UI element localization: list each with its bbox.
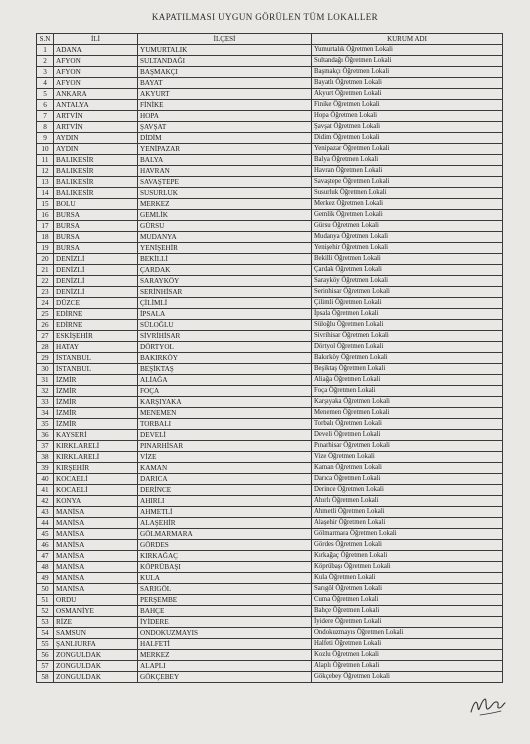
district-cell: SAVAŞTEPE (138, 177, 312, 188)
table-row (37, 89, 503, 100)
province-cell: ZONGULDAK (54, 650, 138, 661)
province-cell: DENİZLİ (54, 276, 138, 287)
institution-cell: Dörtyol Öğretmen Lokali (312, 342, 503, 353)
table-row (37, 562, 503, 573)
institution-cell: Bekilli Öğretmen Lokali (312, 254, 503, 265)
institution-cell: Yenipazar Öğretmen Lokali (312, 144, 503, 155)
table-row (37, 397, 503, 408)
table-row (37, 133, 503, 144)
institution-cell: İpsala Öğretmen Lokali (312, 309, 503, 320)
district-cell: DEVELİ (138, 430, 312, 441)
district-cell: ÇARDAK (138, 265, 312, 276)
table-row (37, 111, 503, 122)
district-cell: GÖRDES (138, 540, 312, 551)
table-row (37, 298, 503, 309)
district-cell: DÖRTYOL (138, 342, 312, 353)
row-number: 25 (37, 309, 54, 320)
institution-cell: Akyurt Öğretmen Lokali (312, 89, 503, 100)
table-row (37, 606, 503, 617)
row-number: 2 (37, 56, 54, 67)
table-row (37, 122, 503, 133)
institution-cell: Karşıyaka Öğretmen Lokali (312, 397, 503, 408)
district-cell: İYİDERE (138, 617, 312, 628)
institution-cell: Pınarhisar Öğretmen Lokali (312, 441, 503, 452)
district-cell: MERKEZ (138, 199, 312, 210)
institution-cell: Aliağa Öğretmen Lokali (312, 375, 503, 386)
district-cell: MUDANYA (138, 232, 312, 243)
institution-cell: Halfeti Öğretmen Lokali (312, 639, 503, 650)
table-row (37, 353, 503, 364)
table-row (37, 320, 503, 331)
province-cell: BURSA (54, 210, 138, 221)
district-cell: ONDOKUZMAYIS (138, 628, 312, 639)
province-cell: ŞANLIURFA (54, 639, 138, 650)
locals-table (36, 33, 503, 683)
district-cell: DARICA (138, 474, 312, 485)
institution-cell: Ahırlı Öğretmen Lokali (312, 496, 503, 507)
row-number: 31 (37, 375, 54, 386)
row-number: 35 (37, 419, 54, 430)
district-cell: AHIRLI (138, 496, 312, 507)
row-number: 39 (37, 463, 54, 474)
table-row (37, 496, 503, 507)
row-number: 53 (37, 617, 54, 628)
district-cell: BAYAT (138, 78, 312, 89)
institution-cell: Foça Öğretmen Lokali (312, 386, 503, 397)
row-number: 56 (37, 650, 54, 661)
district-cell: ALİAĞA (138, 375, 312, 386)
table-row (37, 661, 503, 672)
district-cell: BALYA (138, 155, 312, 166)
province-cell: KIRKLARELİ (54, 452, 138, 463)
row-number: 33 (37, 397, 54, 408)
district-cell: AKYURT (138, 89, 312, 100)
row-number: 52 (37, 606, 54, 617)
table-row (37, 265, 503, 276)
province-cell: HATAY (54, 342, 138, 353)
row-number: 5 (37, 89, 54, 100)
province-cell: KOCAELİ (54, 474, 138, 485)
row-number: 37 (37, 441, 54, 452)
district-cell: KIRKAĞAÇ (138, 551, 312, 562)
institution-cell: Kozlu Öğretmen Lokali (312, 650, 503, 661)
institution-cell: Alaplı Öğretmen Lokali (312, 661, 503, 672)
institution-cell: Develi Öğretmen Lokali (312, 430, 503, 441)
province-cell: ORDU (54, 595, 138, 606)
institution-cell: Yenişehir Öğretmen Lokali (312, 243, 503, 254)
district-cell: GÖLMARMARA (138, 529, 312, 540)
district-cell: VİZE (138, 452, 312, 463)
province-cell: BALIKESİR (54, 188, 138, 199)
row-number: 17 (37, 221, 54, 232)
province-cell: İZMİR (54, 375, 138, 386)
province-cell: KAYSERİ (54, 430, 138, 441)
province-cell: EDİRNE (54, 309, 138, 320)
table-row (37, 474, 503, 485)
row-number: 41 (37, 485, 54, 496)
row-number: 6 (37, 100, 54, 111)
district-cell: HOPA (138, 111, 312, 122)
institution-cell: Sarayköy Öğretmen Lokali (312, 276, 503, 287)
table-row (37, 166, 503, 177)
table-row (37, 639, 503, 650)
district-cell: HAVRAN (138, 166, 312, 177)
institution-cell: Finike Öğretmen Lokali (312, 100, 503, 111)
table-row (37, 243, 503, 254)
table-row (37, 309, 503, 320)
institution-cell: Gökçebey Öğretmen Lokali (312, 672, 503, 683)
table-row (37, 540, 503, 551)
province-cell: ARTVİN (54, 122, 138, 133)
institution-cell: Alaşehir Öğretmen Lokali (312, 518, 503, 529)
province-cell: İZMİR (54, 397, 138, 408)
province-cell: İSTANBUL (54, 353, 138, 364)
institution-cell: Süloğlu Öğretmen Lokali (312, 320, 503, 331)
table-row (37, 342, 503, 353)
table-row (37, 595, 503, 606)
province-cell: MANİSA (54, 562, 138, 573)
row-number: 44 (37, 518, 54, 529)
row-number: 34 (37, 408, 54, 419)
row-number: 32 (37, 386, 54, 397)
institution-cell: Başmakçı Öğretmen Lokali (312, 67, 503, 78)
header-sn: S.N (37, 34, 54, 45)
row-number: 18 (37, 232, 54, 243)
header-ilce: İLÇESİ (138, 34, 312, 45)
institution-cell: Mudanya Öğretmen Lokali (312, 232, 503, 243)
province-cell: İZMİR (54, 408, 138, 419)
table-row (37, 45, 503, 56)
province-cell: MANİSA (54, 529, 138, 540)
institution-cell: Merkez Öğretmen Lokali (312, 199, 503, 210)
row-number: 48 (37, 562, 54, 573)
institution-cell: Yumurtalık Öğretmen Lokali (312, 45, 503, 56)
province-cell: MANİSA (54, 507, 138, 518)
row-number: 7 (37, 111, 54, 122)
page-title: KAPATILMASI UYGUN GÖRÜLEN TÜM LOKALLER (151, 12, 379, 22)
district-cell: YENİŞEHİR (138, 243, 312, 254)
table-row (37, 529, 503, 540)
row-number: 47 (37, 551, 54, 562)
institution-cell: Ondokuzmayıs Öğretmen Lokali (312, 628, 503, 639)
district-cell: SARAYKÖY (138, 276, 312, 287)
row-number: 30 (37, 364, 54, 375)
row-number: 38 (37, 452, 54, 463)
table-row (37, 331, 503, 342)
province-cell: İSTANBUL (54, 364, 138, 375)
province-cell: BALIKESİR (54, 166, 138, 177)
institution-cell: Gördes Öğretmen Lokali (312, 540, 503, 551)
province-cell: ANKARA (54, 89, 138, 100)
district-cell: KÖPRÜBAŞI (138, 562, 312, 573)
district-cell: TORBALI (138, 419, 312, 430)
district-cell: DERİNCE (138, 485, 312, 496)
institution-cell: Havran Öğretmen Lokali (312, 166, 503, 177)
institution-cell: Didim Öğretmen Lokali (312, 133, 503, 144)
district-cell: BAKIRKÖY (138, 353, 312, 364)
province-cell: AYDIN (54, 133, 138, 144)
row-number: 27 (37, 331, 54, 342)
province-cell: MANİSA (54, 518, 138, 529)
table-row (37, 452, 503, 463)
table-row (37, 518, 503, 529)
table-row (37, 287, 503, 298)
district-cell: KARŞIYAKA (138, 397, 312, 408)
district-cell: MERKEZ (138, 650, 312, 661)
district-cell: BEŞİKTAŞ (138, 364, 312, 375)
table-row (37, 408, 503, 419)
table-row (37, 485, 503, 496)
institution-cell: Sivrihisar Öğretmen Lokali (312, 331, 503, 342)
institution-cell: Susurluk Öğretmen Lokali (312, 188, 503, 199)
institution-cell: Balya Öğretmen Lokali (312, 155, 503, 166)
district-cell: YENİPAZAR (138, 144, 312, 155)
table-row (37, 430, 503, 441)
table-row (37, 551, 503, 562)
province-cell: ADANA (54, 45, 138, 56)
row-number: 9 (37, 133, 54, 144)
row-number: 16 (37, 210, 54, 221)
province-cell: DENİZLİ (54, 287, 138, 298)
province-cell: KIRŞEHİR (54, 463, 138, 474)
district-cell: ALAŞEHİR (138, 518, 312, 529)
province-cell: BURSA (54, 243, 138, 254)
table-row (37, 100, 503, 111)
row-number: 45 (37, 529, 54, 540)
table-row (37, 56, 503, 67)
table-row (37, 386, 503, 397)
table-row (37, 232, 503, 243)
district-cell: KULA (138, 573, 312, 584)
district-cell: ALAPLI (138, 661, 312, 672)
row-number: 14 (37, 188, 54, 199)
row-number: 24 (37, 298, 54, 309)
row-number: 11 (37, 155, 54, 166)
province-cell: OSMANİYE (54, 606, 138, 617)
table-row (37, 188, 503, 199)
institution-cell: Gürsu Öğretmen Lokali (312, 221, 503, 232)
province-cell: ARTVİN (54, 111, 138, 122)
institution-cell: Hopa Öğretmen Lokali (312, 111, 503, 122)
table-row (37, 507, 503, 518)
table-row (37, 276, 503, 287)
province-cell: BALIKESİR (54, 177, 138, 188)
province-cell: ZONGULDAK (54, 661, 138, 672)
table-row (37, 364, 503, 375)
institution-cell: İyidere Öğretmen Lokali (312, 617, 503, 628)
row-number: 12 (37, 166, 54, 177)
institution-cell: Vize Öğretmen Lokali (312, 452, 503, 463)
table-row (37, 177, 503, 188)
district-cell: BAŞMAKÇI (138, 67, 312, 78)
province-cell: BURSA (54, 232, 138, 243)
district-cell: FOÇA (138, 386, 312, 397)
institution-cell: Bayatlı Öğretmen Lokali (312, 78, 503, 89)
row-number: 50 (37, 584, 54, 595)
institution-cell: Savaştepe Öğretmen Lokali (312, 177, 503, 188)
table-row (37, 375, 503, 386)
row-number: 20 (37, 254, 54, 265)
institution-cell: Köprübaşı Öğretmen Lokali (312, 562, 503, 573)
province-cell: AFYON (54, 78, 138, 89)
institution-cell: Darıca Öğretmen Lokali (312, 474, 503, 485)
row-number: 57 (37, 661, 54, 672)
province-cell: KONYA (54, 496, 138, 507)
district-cell: GEMLİK (138, 210, 312, 221)
table-header-row (37, 34, 503, 45)
district-cell: KAMAN (138, 463, 312, 474)
district-cell: DİDİM (138, 133, 312, 144)
table-row (37, 78, 503, 89)
district-cell: SARIGÖL (138, 584, 312, 595)
institution-cell: Menemen Öğretmen Lokali (312, 408, 503, 419)
row-number: 49 (37, 573, 54, 584)
table-body (37, 45, 503, 683)
row-number: 54 (37, 628, 54, 639)
header-kurum-adi: KURUM ADI (312, 34, 503, 45)
district-cell: GÖKÇEBEY (138, 672, 312, 683)
table-row (37, 155, 503, 166)
province-cell: RİZE (54, 617, 138, 628)
province-cell: İZMİR (54, 419, 138, 430)
institution-cell: Derince Öğretmen Lokali (312, 485, 503, 496)
row-number: 58 (37, 672, 54, 683)
province-cell: KOCAELİ (54, 485, 138, 496)
district-cell: SİVRİHİSAR (138, 331, 312, 342)
province-cell: MANİSA (54, 551, 138, 562)
province-cell: KIRKLARELİ (54, 441, 138, 452)
row-number: 42 (37, 496, 54, 507)
district-cell: AHMETLİ (138, 507, 312, 518)
institution-cell: Gölmarmara Öğretmen Lokali (312, 529, 503, 540)
table-row (37, 199, 503, 210)
province-cell: DENİZLİ (54, 254, 138, 265)
district-cell: İPSALA (138, 309, 312, 320)
row-number: 15 (37, 199, 54, 210)
district-cell: SERİNHİSAR (138, 287, 312, 298)
institution-cell: Bahçe Öğretmen Lokali (312, 606, 503, 617)
institution-cell: Sarıgöl Öğretmen Lokali (312, 584, 503, 595)
province-cell: AFYON (54, 56, 138, 67)
row-number: 23 (37, 287, 54, 298)
row-number: 22 (37, 276, 54, 287)
row-number: 36 (37, 430, 54, 441)
row-number: 19 (37, 243, 54, 254)
district-cell: ÇİLİMLİ (138, 298, 312, 309)
table-row (37, 650, 503, 661)
district-cell: FİNİKE (138, 100, 312, 111)
row-number: 1 (37, 45, 54, 56)
institution-cell: Serinhisar Öğretmen Lokali (312, 287, 503, 298)
institution-cell: Şavşat Öğretmen Lokali (312, 122, 503, 133)
province-cell: DENİZLİ (54, 265, 138, 276)
row-number: 13 (37, 177, 54, 188)
province-cell: AFYON (54, 67, 138, 78)
institution-cell: Gemlik Öğretmen Lokali (312, 210, 503, 221)
table-row (37, 672, 503, 683)
district-cell: PINARHİSAR (138, 441, 312, 452)
table-row (37, 254, 503, 265)
province-cell: BALIKESİR (54, 155, 138, 166)
province-cell: AYDIN (54, 144, 138, 155)
row-number: 29 (37, 353, 54, 364)
district-cell: ŞAVŞAT (138, 122, 312, 133)
row-number: 10 (37, 144, 54, 155)
district-cell: GÜRSU (138, 221, 312, 232)
table-row (37, 144, 503, 155)
institution-cell: Bakırköy Öğretmen Lokali (312, 353, 503, 364)
district-cell: BEKİLLİ (138, 254, 312, 265)
district-cell: SUSURLUK (138, 188, 312, 199)
row-number: 55 (37, 639, 54, 650)
province-cell: MANİSA (54, 573, 138, 584)
header-il: İLİ (54, 34, 138, 45)
signature-mark (468, 690, 508, 720)
table-row (37, 584, 503, 595)
institution-cell: Torbalı Öğretmen Lokali (312, 419, 503, 430)
province-cell: BURSA (54, 221, 138, 232)
row-number: 8 (37, 122, 54, 133)
district-cell: YUMURTALIK (138, 45, 312, 56)
institution-cell: Çilimli Öğretmen Lokali (312, 298, 503, 309)
row-number: 21 (37, 265, 54, 276)
province-cell: ANTALYA (54, 100, 138, 111)
province-cell: MANİSA (54, 584, 138, 595)
province-cell: DÜZCE (54, 298, 138, 309)
row-number: 28 (37, 342, 54, 353)
province-cell: MANİSA (54, 540, 138, 551)
institution-cell: Sultandağı Öğretmen Lokali (312, 56, 503, 67)
institution-cell: Kırkağaç Öğretmen Lokali (312, 551, 503, 562)
district-cell: SÜLOĞLU (138, 320, 312, 331)
institution-cell: Çardak Öğretmen Lokali (312, 265, 503, 276)
district-cell: HALFETİ (138, 639, 312, 650)
table-row (37, 221, 503, 232)
table-row (37, 463, 503, 474)
district-cell: PERŞEMBE (138, 595, 312, 606)
district-cell: BAHÇE (138, 606, 312, 617)
row-number: 40 (37, 474, 54, 485)
row-number: 4 (37, 78, 54, 89)
table-row (37, 628, 503, 639)
table-row (37, 210, 503, 221)
province-cell: ZONGULDAK (54, 672, 138, 683)
institution-cell: Cuma Öğretmen Lokali (312, 595, 503, 606)
row-number: 43 (37, 507, 54, 518)
table-row (37, 419, 503, 430)
institution-cell: Ahmetli Öğretmen Lokali (312, 507, 503, 518)
table-row (37, 573, 503, 584)
row-number: 3 (37, 67, 54, 78)
province-cell: ESKİŞEHİR (54, 331, 138, 342)
row-number: 46 (37, 540, 54, 551)
institution-cell: Beşiktaş Öğretmen Lokali (312, 364, 503, 375)
district-cell: SULTANDAĞI (138, 56, 312, 67)
table-row (37, 617, 503, 628)
province-cell: İZMİR (54, 386, 138, 397)
institution-cell: Kula Öğretmen Lokali (312, 573, 503, 584)
row-number: 51 (37, 595, 54, 606)
province-cell: SAMSUN (54, 628, 138, 639)
table-row (37, 67, 503, 78)
institution-cell: Kaman Öğretmen Lokali (312, 463, 503, 474)
row-number: 26 (37, 320, 54, 331)
province-cell: EDİRNE (54, 320, 138, 331)
province-cell: BOLU (54, 199, 138, 210)
district-cell: MENEMEN (138, 408, 312, 419)
table-row (37, 441, 503, 452)
